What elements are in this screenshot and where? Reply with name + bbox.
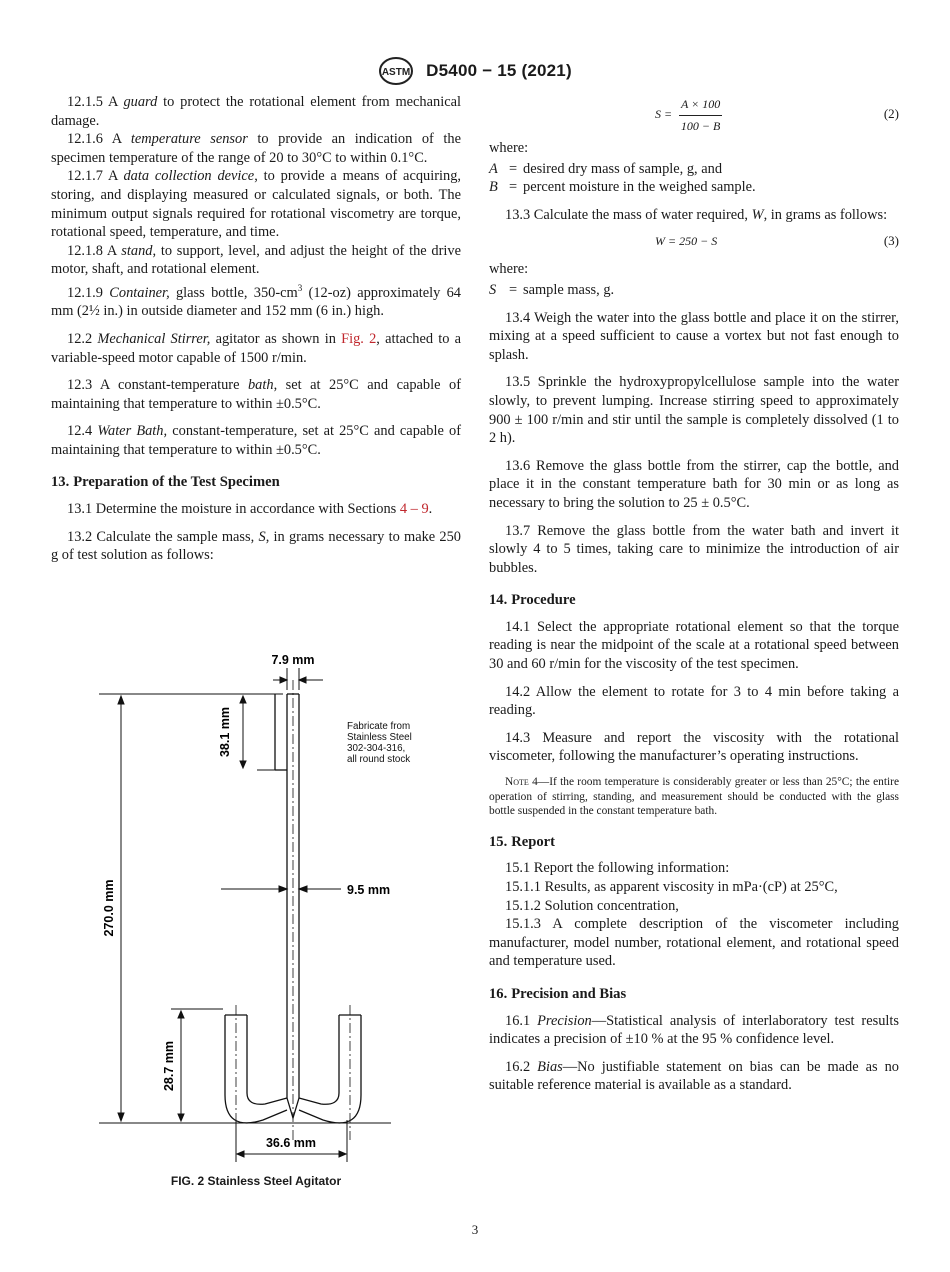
section-16-heading: 16. Precision and Bias xyxy=(489,985,627,1002)
right-blade-inner xyxy=(299,1015,339,1104)
sections-link[interactable]: 4 – 9 xyxy=(399,501,429,518)
paragraph-15-1-2: 15.1.2 Solution concentration, xyxy=(505,897,679,914)
paragraph-13-7: 13.7 Remove the glass bottle from the water bath and invert it slowly 4 to 5 times, taking care to minimize the introduction of air bubbles. xyxy=(489,522,899,576)
svg-text:Fabricate from: Fabricate from xyxy=(347,721,411,732)
paragraph-12-1-5: 12.1.5 A guard to protect the rotational element from mechanical damage. xyxy=(51,94,461,129)
paragraph-12-3: 12.3 A constant-temperature bath, set at 25°C and capable of maintaining that temperature to within ±0.5°C. xyxy=(51,377,461,412)
paragraph-14-2: 14.2 Allow the element to rotate for 3 to 4 min before taking a reading. xyxy=(489,683,899,719)
paragraph-13-2: 13.2 Calculate the sample mass, S, in grams necessary to make 250 g of test solution as follows: xyxy=(51,528,462,564)
where-label-1: where: xyxy=(489,140,529,156)
left-column xyxy=(51,93,461,574)
paragraph-12-1-9: 12.1.9 Container, glass bottle, $350-cm^3$ (12-oz) approximately 64 mm (2½ in.) in outside diameter and 152 mm (6 in.) high. xyxy=(51,282,462,320)
right-blade-outer xyxy=(299,1015,361,1123)
paragraph-13-6: 13.6 Remove the glass bottle from the stirrer, cap the bottle, and place it in the constant temperature bath for 30 min or as long as necessary to bring the solution to 25 ± 0.5°C. xyxy=(489,457,899,511)
where-label-2: where: xyxy=(489,261,529,278)
astm-logo-icon xyxy=(378,56,414,86)
paragraph-12-4: 12.4 Water Bath, constant-temperature, set at 25°C and capable of maintaining that temperature to within ±0.5°C. xyxy=(51,423,461,458)
definition-s: S = sample mass, g. xyxy=(489,281,615,298)
dim-label-shaft: 9.5 mm xyxy=(347,883,391,897)
right-column xyxy=(489,93,899,1104)
paragraph-16-1: 16.1 Precision—Statistical analysis of interlaboratory test results indicates a precision of ±10 % at the 95 % confidence level. xyxy=(489,1012,900,1048)
agitator-diagram xyxy=(51,640,461,1200)
paragraph-14-3: 14.3 Measure and report the viscosity with the rotational viscometer, following the manufacturer’s operating instructions. xyxy=(489,729,899,765)
dim-label-total: 270.0 mm xyxy=(102,879,116,937)
svg-text:ASTM: ASTM xyxy=(382,67,411,78)
dim-label-width: 36.6 mm xyxy=(265,1136,317,1150)
note-4: Note 4—If the room temperature is considerably greater or less than 25°C; the entire operation of stirring, standing, and measurement should be conducted with the glass bottle suspended in the constant temperature bath. xyxy=(489,776,899,818)
svg-text:Stainless Steel: Stainless Steel xyxy=(347,732,412,743)
section-13-heading: 13. Preparation of the Test Specimen xyxy=(51,474,280,491)
paragraph-12-2: 12.2 Mechanical Stirrer, agitator as shown in Fig. 2, attached to a variable-speed motor capable of 1500 r/min. xyxy=(51,330,462,366)
figure-caption: FIG. 2 Stainless Steel Agitator xyxy=(170,1174,342,1188)
dim-label-blade: 28.7 mm xyxy=(162,1040,176,1092)
paragraph-15-1: 15.1 Report the following information: xyxy=(505,860,730,877)
document-designation: D5400 − 15 (2021) xyxy=(426,61,572,80)
page-number: 3 xyxy=(471,1222,479,1237)
svg-text:302-304-316,: 302-304-316, xyxy=(347,743,406,754)
definition-b: B = percent moisture in the weighed sample. xyxy=(489,179,756,196)
left-blade-outer xyxy=(225,1015,287,1123)
dim-label-upper: 38.1 mm xyxy=(218,706,232,758)
paragraph-15-1-1: 15.1.1 Results, as apparent viscosity in mPa·(cP) at 25°C, xyxy=(505,879,838,895)
paragraph-13-1: 13.1 Determine the moisture in accordance with Sections 4 – 9. xyxy=(67,501,433,518)
paragraph-15-1-3: 15.1.3 A complete description of the viscometer including manufacturer, model number, rotational element, and rotational speed and temperature used. xyxy=(489,916,899,970)
paragraph-14-1: 14.1 Select the appropriate rotational element so that the torque reading is near the midpoint of the scale at a rotational speed between 30 and 60 r/min for the viscosity of the test specimen. xyxy=(489,618,899,673)
paragraph-13-5: 13.5 Sprinkle the hydroxypropylcellulose sample into the water slowly, to prevent lumping. Increase stirring speed to approximately 900 ± 100 r/min and stir until the sample is completely dissolved (1 to 2 h). xyxy=(489,374,899,447)
left-blade-inner xyxy=(247,1015,287,1104)
equation-2-fraction: $\frac{A \times 100}{100 - B}$ xyxy=(680,97,721,133)
svg-text:all round stock: all round stock xyxy=(347,754,411,765)
section-15-heading: 15. Report xyxy=(489,833,556,850)
equation-3: W = 250 − S (3) xyxy=(655,233,899,249)
dim-label-top: 7.9 mm xyxy=(271,653,315,667)
paragraph-16-2: 16.2 Bias—No justifiable statement on bias can be made as no suitable reference material is available as a standard. xyxy=(489,1058,899,1094)
definition-a: A = desired dry mass of sample, g, and xyxy=(489,160,723,177)
paragraph-12-1-8: 12.1.8 A stand, to support, level, and adjust the height of the drive motor, shaft, and rotational element. xyxy=(51,242,461,278)
fabrication-note xyxy=(347,721,412,765)
figure-2 xyxy=(51,640,461,1200)
equation-2: S = $\frac{A \times 100}{100 - B}$ (2) xyxy=(489,93,899,133)
figure-2-link[interactable]: Fig. 2 xyxy=(341,330,377,347)
section-14-heading: 14. Procedure xyxy=(489,592,576,609)
page-header xyxy=(0,56,950,86)
paragraph-12-1-7: 12.1.7 A data collection device, to provide a means of acquiring, storing, and displaying measured or calculated signals, or both. The minimum output signals required for rotational viscometry are torque, rotational speed, temperature, and time. xyxy=(51,168,462,241)
paragraph-13-3: 13.3 Calculate the mass of water required, W, in grams as follows: xyxy=(505,206,888,223)
paragraph-13-4: 13.4 Weigh the water into the glass bottle and place it on the stirrer, mixing at a speed sufficient to cause a vortex but not fast enough to splash. xyxy=(489,309,899,363)
paragraph-12-1-6: 12.1.6 A temperature sensor to provide an indication of the specimen temperature of the range of 20 to 30°C to within 0.1°C. xyxy=(51,131,461,166)
